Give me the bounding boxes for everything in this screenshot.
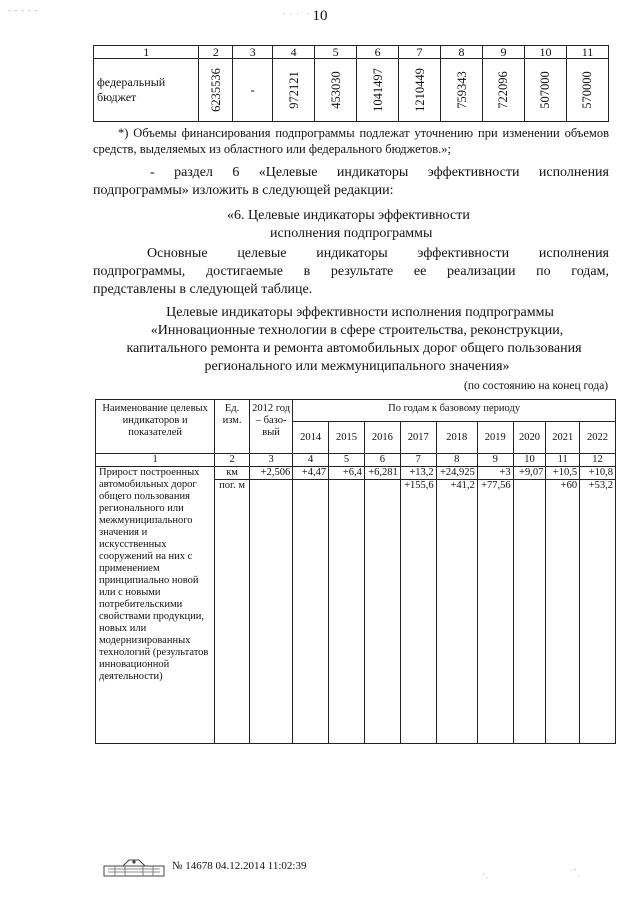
col-number: 4: [273, 46, 315, 59]
col-number: 1: [94, 46, 199, 59]
value-cell: +41,2: [436, 480, 477, 744]
value-cell: +24,925: [436, 467, 477, 480]
value-cell: +3: [477, 467, 513, 480]
funding-value: 972121: [273, 59, 315, 122]
paragraph-line: подпрограммы, достигаемые в результате ее реализации по годам,: [93, 264, 609, 279]
col-number: 5: [329, 454, 365, 467]
indicator-table: [95, 399, 616, 744]
header-name: Наименование целевых индикаторов и показателей: [96, 400, 215, 454]
table-title: капитального ремонта и ремонта автомобильных дорог общего пользования: [126, 341, 582, 356]
col-number: 6: [364, 454, 400, 467]
funding-value: 1041497: [357, 59, 399, 122]
unit-cell: пог. м: [215, 480, 250, 744]
value-cell: +155,6: [400, 480, 436, 744]
value-cell: +53,2: [580, 480, 616, 744]
funding-value: 507000: [524, 59, 566, 122]
col-number: 9: [483, 46, 525, 59]
table-title: регионального или межмуниципального значения»: [204, 359, 510, 374]
value-cell: +4,47: [293, 467, 329, 480]
scan-mark: · · ·˙ ·: [283, 10, 311, 19]
registry-logo-icon: [103, 857, 165, 877]
footnote: *) Объемы финансирования подпрограммы подлежат уточнению при изменении объемов средств, выделяемых из областного или федерального бюджетов.»;: [93, 126, 609, 156]
col-number: 5: [315, 46, 357, 59]
indicator-name: Прирост построенных автомобильных дорог общего пользования регионального или межмуниципального значения и искусственных сооружений на них с применением принципиально новой или с новыми потребительскими свойствами продукции, новых или модернизированных технологий (результатов инновационной деятельности): [96, 467, 215, 744]
value-cell: [293, 480, 329, 744]
funding-table-row: [94, 59, 609, 122]
value-cell: +6,281: [364, 467, 400, 480]
as-of-note: (по состоянию на конец года): [464, 380, 609, 392]
header-year: 2014: [293, 422, 329, 454]
col-number: 10: [513, 454, 546, 467]
value-cell: +77,56: [477, 480, 513, 744]
value-cell: [513, 480, 546, 744]
header-year: 2018: [436, 422, 477, 454]
col-number: 12: [580, 454, 616, 467]
header-unit: Ед. изм.: [215, 400, 250, 454]
funding-value: 1210449: [399, 59, 441, 122]
col-number: 10: [524, 46, 566, 59]
header-year: 2017: [400, 422, 436, 454]
section-change-line: подпрограммы» изложить в следующей редакции:: [93, 183, 394, 198]
scan-mark: - - - - -: [8, 6, 39, 15]
indicator-row: [96, 467, 616, 480]
value-cell: [249, 480, 292, 744]
document-registration-stamp: № 14678 04.12.2014 11:02:39: [172, 860, 307, 872]
col-number: 11: [546, 454, 580, 467]
funding-value: 6235536: [199, 59, 233, 122]
funding-value: -: [233, 59, 273, 122]
header-year: 2022: [580, 422, 616, 454]
header-year: 2021: [546, 422, 580, 454]
col-number: 3: [233, 46, 273, 59]
value-cell: +9,07: [513, 467, 546, 480]
col-number: 2: [215, 454, 250, 467]
section-title: исполнения подпрограммы: [270, 226, 433, 241]
value-cell: +10,5: [546, 467, 580, 480]
section-change-line: - раздел 6 «Целевые индикаторы эффективности исполнения: [150, 165, 609, 180]
funding-source-label: федеральный бюджет: [94, 59, 199, 122]
section-title: «6. Целевые индикаторы эффективности: [227, 208, 470, 223]
header-years-group: По годам к базовому периоду: [293, 400, 616, 422]
col-number: 8: [436, 454, 477, 467]
header-base-year: 2012 год – базо-вый: [249, 400, 292, 454]
funding-table: [93, 45, 609, 122]
funding-table-header-row: [94, 46, 609, 59]
paragraph-line: Основные целевые индикаторы эффективности исполнения: [147, 246, 609, 261]
col-number: 2: [199, 46, 233, 59]
funding-value: 722096: [483, 59, 525, 122]
value-cell: +6,4: [329, 467, 365, 480]
value-cell: [364, 480, 400, 744]
funding-value: 570000: [566, 59, 608, 122]
col-number: 6: [357, 46, 399, 59]
col-number: 7: [399, 46, 441, 59]
funding-value: 759343: [441, 59, 483, 122]
value-cell: [329, 480, 365, 744]
table-title: «Инновационные технологии в сфере строительства, реконструкции,: [150, 323, 564, 338]
page-number: 10: [312, 8, 328, 24]
table-title: Целевые индикаторы эффективности исполнения подпрограммы: [166, 305, 554, 320]
scan-mark: ˙˚ˎ: [570, 868, 581, 877]
unit-cell: км: [215, 467, 250, 480]
header-year: 2019: [477, 422, 513, 454]
col-number: 11: [566, 46, 608, 59]
funding-value: 453030: [315, 59, 357, 122]
col-number: 8: [441, 46, 483, 59]
col-number: 4: [293, 454, 329, 467]
indicator-colnum-row: [96, 454, 616, 467]
header-year: 2016: [364, 422, 400, 454]
col-number: 7: [400, 454, 436, 467]
header-year: 2015: [329, 422, 365, 454]
col-number: 1: [96, 454, 215, 467]
value-cell: +60: [546, 480, 580, 744]
value-cell: +2,506: [249, 467, 292, 480]
value-cell: +13,2: [400, 467, 436, 480]
indicator-header-row: [96, 400, 616, 422]
header-year: 2020: [513, 422, 546, 454]
value-cell: +10,8: [580, 467, 616, 480]
col-number: 9: [477, 454, 513, 467]
paragraph-line: представлены в следующей таблице.: [93, 282, 313, 297]
scan-mark: ·ˎ: [482, 870, 490, 879]
col-number: 3: [249, 454, 292, 467]
